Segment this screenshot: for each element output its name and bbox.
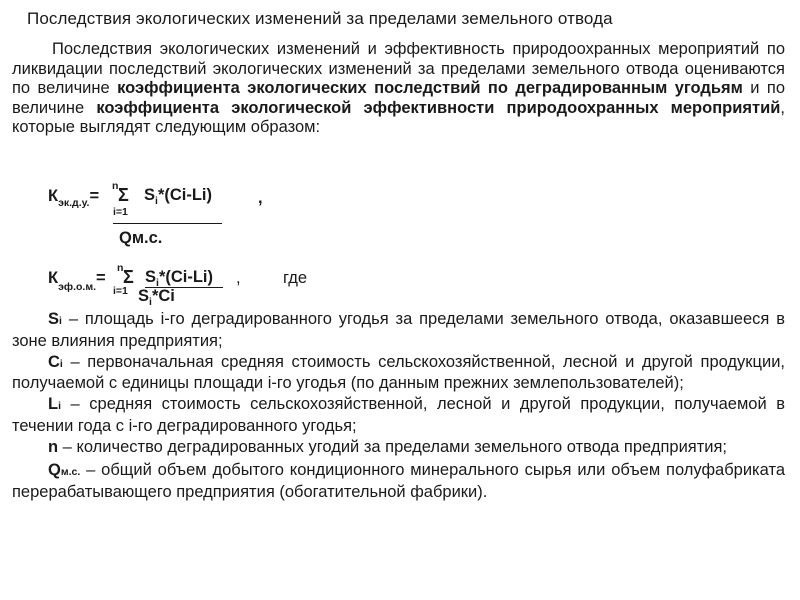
formula1-lower-limit: i=1 <box>113 206 128 218</box>
definition-symbol: L <box>48 395 59 414</box>
intro-text-2: и по величине <box>12 79 786 117</box>
formula2-denominator-s: S <box>138 287 150 305</box>
formula2-denominator-rest: *Ci <box>151 287 175 305</box>
definition-symbol: C <box>48 352 60 371</box>
intro-paragraph <box>12 40 785 138</box>
formula1-numerator-sub: i <box>155 195 158 207</box>
formula1-denominator: Qм.с. <box>119 229 163 247</box>
definition-symbol-sub: i <box>59 315 62 327</box>
formula1-numerator-s: S <box>144 186 156 204</box>
definition-symbol: n <box>48 438 59 457</box>
formula2-equals: = <box>96 269 106 287</box>
intro-text-3: , которые выглядят следующим образом: <box>12 98 785 137</box>
intro-term-ecological-efficiency: коэффициента экологической эффективности природоохранных мероприятий <box>96 98 781 117</box>
formula2-numerator-sub: i <box>156 277 159 289</box>
formula1-upper-limit: n <box>112 180 119 192</box>
formula2-lower-limit: i=1 <box>113 285 128 297</box>
definition-symbol: Q <box>48 461 61 480</box>
definition-text: – средняя стоимость сельскохозяйственной, лесной и другой продукции, получаемой в течении года с i-го деградированного угодья; <box>12 395 785 435</box>
formula1-symbol: К <box>48 187 59 205</box>
definition-item <box>12 461 785 502</box>
formula2-denominator <box>138 287 175 308</box>
definition-text: – первоначальная средняя стоимость сельскохозяйственной, лесной и другой продукции, получаемой с единицы площади i-го угодья (по данным прежних землепользователей); <box>12 352 785 393</box>
formula2-numerator <box>145 268 214 289</box>
formula2-symbol: К <box>48 269 59 287</box>
definition-text: – площадь i-го деградированного угодья за пределами земельного отвода, оказавшееся в зоне влияния предприятия; <box>12 310 785 350</box>
formula2-lhs <box>48 269 106 293</box>
formula1-numerator <box>144 186 213 207</box>
definition-item <box>12 438 785 460</box>
formula2-denominator-sub: i <box>149 296 152 308</box>
formula2-numerator-rest: *(Ci-Li) <box>158 268 214 286</box>
definition-symbol-sub: i <box>59 357 63 370</box>
formula2-upper-limit: n <box>117 262 124 274</box>
definition-text: – количество деградированных угодий за пределами земельного отвода предприятия; <box>58 438 728 457</box>
definition-item <box>12 353 785 394</box>
formula2-subscript: эф.о.м. <box>58 281 96 293</box>
formula2-where: где <box>283 269 308 287</box>
formula2-numerator-s: S <box>145 268 157 286</box>
formula2-sigma: Σ <box>123 267 134 287</box>
definition-symbol-sub: м.с. <box>60 466 81 479</box>
formula1-numerator-rest: *(Ci-Li) <box>157 186 213 204</box>
intro-text-1: Последствия экологических изменений и эффективность природоохранных мероприятий по ликвидации последствий экологических изменений за пределами земельного отвода оцениваются по величине <box>12 40 785 98</box>
definition-symbol-sub: i <box>58 400 62 413</box>
definition-text: – общий объем добытого кондиционного минерального сырья или объем полуфабриката перерабатывающего предприятия (обогатительной фабрики). <box>12 461 785 501</box>
definition-symbol: S <box>48 310 60 328</box>
formula2-comma: , <box>236 269 241 287</box>
slide-title: Последствия экологических изменений за пределами земельного отвода <box>27 9 613 28</box>
formula1-fraction-bar <box>113 223 222 224</box>
definition-item <box>12 395 785 436</box>
formula1-subscript: эк.д.у. <box>58 197 90 209</box>
definition-item <box>12 310 785 351</box>
intro-term-ecological-consequences: коэффициента экологических последствий по деградированным угодьям <box>117 79 743 98</box>
formula1-sigma: Σ <box>118 185 129 205</box>
formula1-equals: = <box>89 187 100 205</box>
formula1-comma: , <box>258 189 263 207</box>
formula1-lhs <box>48 187 100 209</box>
definitions-list <box>12 310 785 504</box>
